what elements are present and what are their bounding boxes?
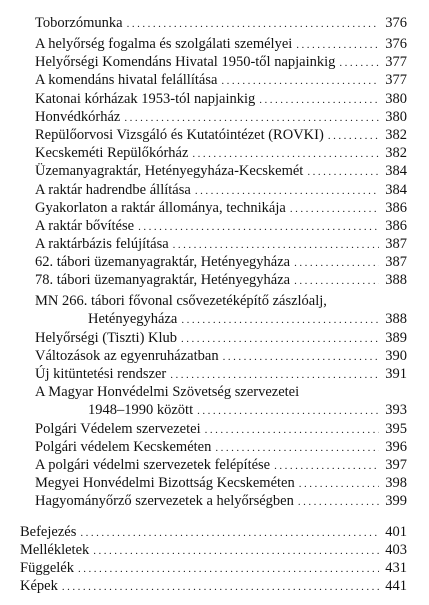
toc-entry-page: 376	[385, 15, 407, 31]
dot-leader	[197, 402, 379, 420]
toc-entry-page: 397	[385, 457, 407, 473]
toc-entry-title: Polgári védelem Kecskeméten	[35, 439, 212, 455]
toc-entry-page: 391	[385, 366, 407, 382]
toc-entry	[88, 401, 407, 420]
dot-leader	[181, 311, 379, 329]
toc-entry-page: 399	[385, 493, 407, 509]
toc-entry-page: 389	[385, 330, 407, 346]
toc-entry	[35, 35, 407, 54]
toc-entry	[35, 199, 407, 218]
toc-entry	[35, 347, 407, 366]
dot-leader	[173, 236, 379, 254]
dot-leader	[294, 254, 379, 272]
dot-leader	[328, 127, 379, 145]
toc-entry	[35, 53, 407, 72]
toc-entry-title: A polgári védelmi szervezetek felépítése	[35, 457, 271, 473]
toc-entry-title: 78. tábori üzemanyagraktár, Hetényegyháza	[35, 272, 291, 288]
toc-entry	[35, 90, 407, 109]
dot-leader	[170, 366, 379, 384]
toc-entry-page: 401	[385, 524, 407, 540]
toc-entry-page: 387	[385, 254, 407, 270]
dot-leader	[62, 578, 379, 596]
toc-entry-title: Új kitüntetési rendszer	[35, 366, 167, 382]
toc-entry-title-line: MN 266. tábori fővonal csővezetéképítő zászlóalj,	[35, 293, 327, 309]
dot-leader	[223, 348, 379, 366]
toc-entry-page: 382	[385, 127, 407, 143]
dot-leader	[127, 15, 379, 33]
toc-entry	[35, 474, 407, 493]
dot-leader	[274, 457, 379, 475]
toc-entry	[35, 329, 407, 348]
toc-entry-page: 398	[385, 475, 407, 491]
toc-entry	[35, 253, 407, 272]
dot-leader	[192, 145, 379, 163]
toc-entry-title: Üzemanyagraktár, Hetényegyháza-Kecskemét	[35, 163, 304, 179]
dot-leader	[221, 72, 379, 90]
dot-leader	[93, 542, 379, 560]
toc-entry-page: 384	[385, 163, 407, 179]
dot-leader	[294, 272, 379, 290]
toc-entry	[35, 438, 407, 457]
dot-leader	[215, 439, 379, 457]
toc-entry-page: 384	[385, 182, 407, 198]
toc-entry-page: 382	[385, 145, 407, 161]
toc-entry-title: A raktár hadrendbe állítása	[35, 182, 191, 198]
toc-entry-title: A helyőrség fogalma és szolgálati személyei	[35, 36, 293, 52]
toc-entry-page: 380	[385, 91, 407, 107]
dot-leader	[290, 200, 379, 218]
dot-leader	[339, 54, 379, 72]
toc-entry-page: 387	[385, 236, 407, 252]
dot-leader	[195, 182, 379, 200]
toc-entry-page: 388	[385, 272, 407, 288]
toc-entry-page: 395	[385, 421, 407, 437]
dot-leader	[138, 218, 379, 236]
toc-entry-title: Megyei Honvédelmi Bizottság Kecskeméten	[35, 475, 295, 491]
dot-leader	[80, 524, 379, 542]
toc-entry	[35, 144, 407, 163]
toc-entry	[20, 577, 407, 596]
toc-entry-page: 386	[385, 218, 407, 234]
toc-entry	[88, 310, 407, 329]
toc-entry-title: Függelék	[20, 560, 74, 576]
toc-entry-title: Hetényegyháza	[88, 311, 178, 327]
toc-entry	[35, 420, 407, 439]
toc-entry-title: A komendáns hivatal felállítása	[35, 72, 218, 88]
dot-leader	[296, 36, 379, 54]
dot-leader	[181, 330, 379, 348]
dot-leader	[259, 91, 379, 109]
dot-leader	[78, 560, 379, 578]
toc-entry-title: Hagyományőrző szervezetek a helyőrségben	[35, 493, 294, 509]
toc-entry-page: 380	[385, 109, 407, 125]
toc-entry-title: Képek	[20, 578, 58, 594]
toc-entry-title: A raktár bővítése	[35, 218, 135, 234]
toc-entry	[35, 162, 407, 181]
toc-entry-title: 1948–1990 között	[88, 402, 194, 418]
toc-entry-title: Helyőrségi Komendáns Hivatal 1950-től napjainkig	[35, 54, 336, 70]
toc-entry-page: 376	[385, 36, 407, 52]
dot-leader	[124, 109, 379, 127]
toc-entry	[35, 108, 407, 127]
toc-entry-page: 441	[385, 578, 407, 594]
toc-entry-title: Repülőorvosi Vizsgáló és Kutatóintézet (ROVKI)	[35, 127, 324, 143]
toc-entry	[35, 492, 407, 511]
toc-entry-page: 393	[385, 402, 407, 418]
dot-leader	[205, 421, 379, 439]
toc-entry-title: Polgári Védelem szervezetei	[35, 421, 201, 437]
toc-entry-page: 403	[385, 542, 407, 558]
toc-entry-page: 396	[385, 439, 407, 455]
toc-entry-title: Helyőrségi (Tiszti) Klub	[35, 330, 178, 346]
toc-entry-title: Gyakorlaton a raktár állománya, technikája	[35, 200, 286, 216]
toc-entry-title: 62. tábori üzemanyagraktár, Hetényegyháza	[35, 254, 291, 270]
toc-entry	[35, 181, 407, 200]
dot-leader	[307, 163, 379, 181]
toc-entry	[20, 541, 407, 560]
toc-entry-title: Befejezés	[20, 524, 77, 540]
toc-entry	[35, 217, 407, 236]
toc-entry-page: 388	[385, 311, 407, 327]
toc-entry-page: 390	[385, 348, 407, 364]
toc-entry	[35, 365, 407, 384]
toc-entry-title: Mellékletek	[20, 542, 90, 558]
toc-entry-title: Toborzómunka	[35, 15, 123, 31]
toc-entry	[35, 71, 407, 90]
toc-entry-title-line: A Magyar Honvédelmi Szövetség szervezetei	[35, 384, 300, 400]
toc-entry	[35, 271, 407, 290]
toc-entry-title: Kecskeméti Repülőkórház	[35, 145, 189, 161]
dot-leader	[298, 493, 379, 511]
toc-entry-page: 377	[385, 54, 407, 70]
dot-leader	[299, 475, 379, 493]
toc-entry-page: 386	[385, 200, 407, 216]
toc-entry	[20, 523, 407, 542]
toc-entry-title: Honvédkórház	[35, 109, 121, 125]
toc-entry-page: 431	[385, 560, 407, 576]
toc-entry	[20, 559, 407, 578]
toc-entry-page: 377	[385, 72, 407, 88]
toc-entry	[35, 126, 407, 145]
toc-entry	[35, 235, 407, 254]
toc-entry	[35, 14, 407, 33]
toc-entry-title: Katonai kórházak 1953-tól napjainkig	[35, 91, 256, 107]
toc-entry-title: A raktárbázis felújítása	[35, 236, 169, 252]
toc-entry-title: Változások az egyenruházatban	[35, 348, 219, 364]
toc-entry	[35, 456, 407, 475]
